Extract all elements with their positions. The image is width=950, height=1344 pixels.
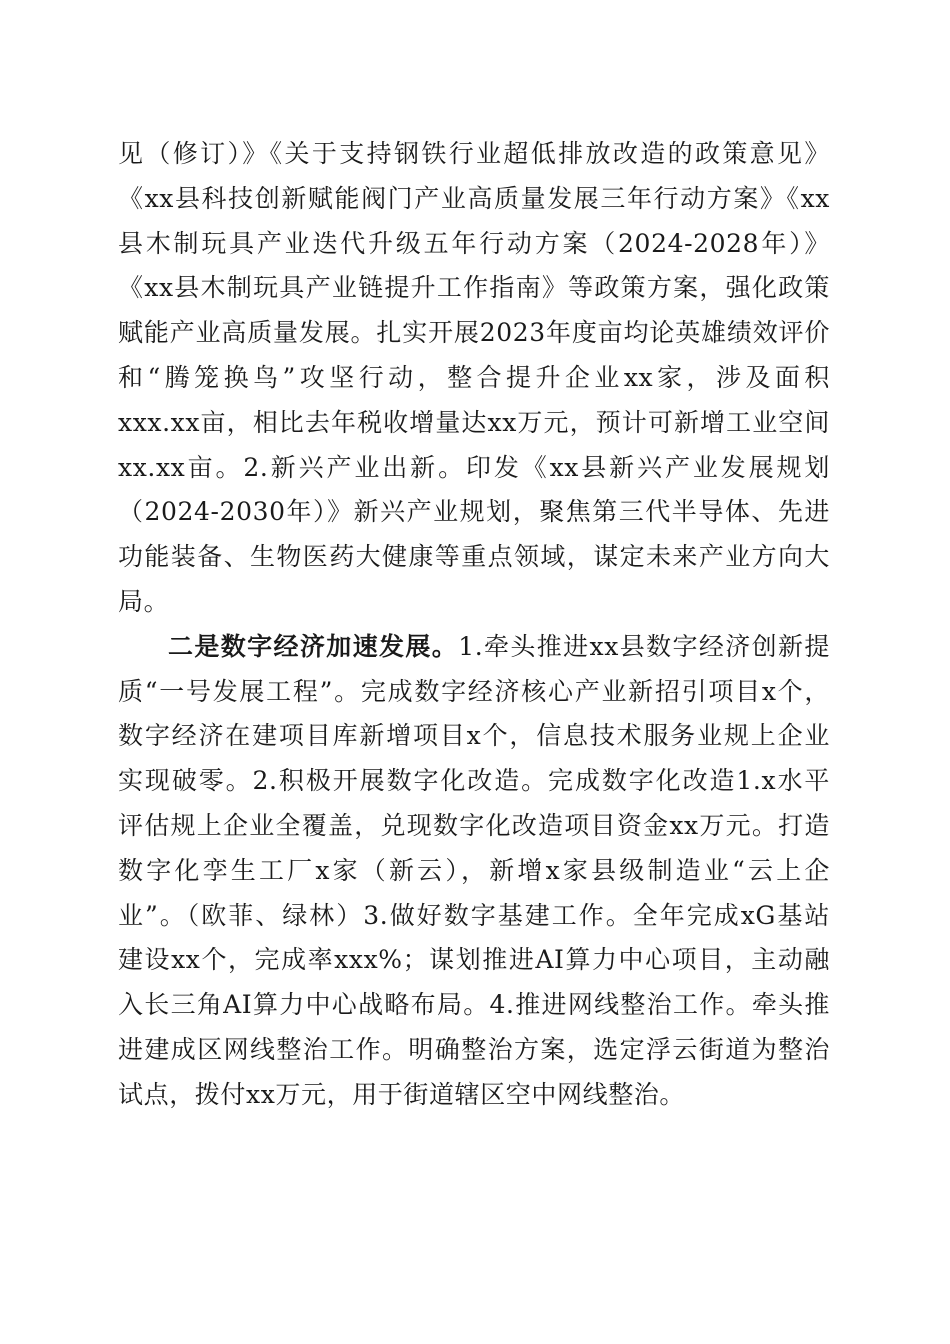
text-line: xx.xx亩。2.新兴产业出新。印发《xx县新兴产业发展规划: [118, 452, 830, 482]
text-line: 入长三角AI算力中心战略布局。4.推进网线整治工作。牵头推: [118, 990, 830, 1020]
text-line: 业”。（欧菲、绿林）3.做好数字基建工作。全年完成xG基站: [118, 900, 830, 930]
text-line: xxx.xx亩，相比去年税收增量达xx万元，预计可新增工业空间: [118, 407, 830, 437]
text-line: 实现破零。2.积极开展数字化改造。完成数字化改造1.x水平: [118, 766, 830, 796]
text-line: 评估规上企业全覆盖，兑现数字化改造项目资金xx万元。打造: [118, 810, 830, 840]
text-line: 数字化孪生工厂x家（新云），新增x家县级制造业“云上企: [118, 855, 830, 885]
text-line: （2024-2030年）》新兴产业规划，聚焦第三代半导体、先进: [118, 497, 830, 527]
document-body: [118, 132, 830, 1118]
text-line: 见（修订）》《关于支持钢铁行业超低排放改造的政策意见》: [118, 139, 830, 168]
text-span: 1.牵头推进xx县数字经济创新提: [458, 631, 830, 661]
text-line: 县木制玩具产业迭代升级五年行动方案（2024-2028年）》: [118, 228, 830, 258]
text-line: 赋能产业高质量发展。扎实开展2023年度亩均论英雄绩效评价: [118, 318, 830, 348]
paragraph-digital-economy: [118, 625, 830, 1118]
text-line: 建设xx个，完成率xxx%；谋划推进AI算力中心项目，主动融: [118, 945, 830, 975]
section-heading: 二是数字经济加速发展。: [168, 631, 459, 661]
text-line: 质“一号发展工程”。完成数字经济核心产业新招引项目x个，: [118, 676, 830, 706]
text-line: 《xx县科技创新赋能阀门产业高质量发展三年行动方案》《xx: [118, 183, 830, 213]
paragraph-policy: [118, 132, 830, 625]
text-line: 局。: [118, 586, 170, 616]
text-line: 功能装备、生物医药大健康等重点领域，谋定未来产业方向大: [118, 542, 830, 572]
text-line: 《xx县木制玩具产业链提升工作指南》等政策方案，强化政策: [118, 273, 830, 303]
text-line: 数字经济在建项目库新增项目x个，信息技术服务业规上企业: [118, 721, 830, 751]
text-line-first: [118, 625, 830, 670]
text-line: 和“腾笼换鸟”攻坚行动，整合提升企业xx家，涉及面积: [118, 362, 830, 392]
text-line: 进建成区网线整治工作。明确整治方案，选定浮云街道为整治: [118, 1034, 830, 1064]
text-line: 试点，拨付xx万元，用于街道辖区空中网线整治。: [118, 1079, 685, 1109]
